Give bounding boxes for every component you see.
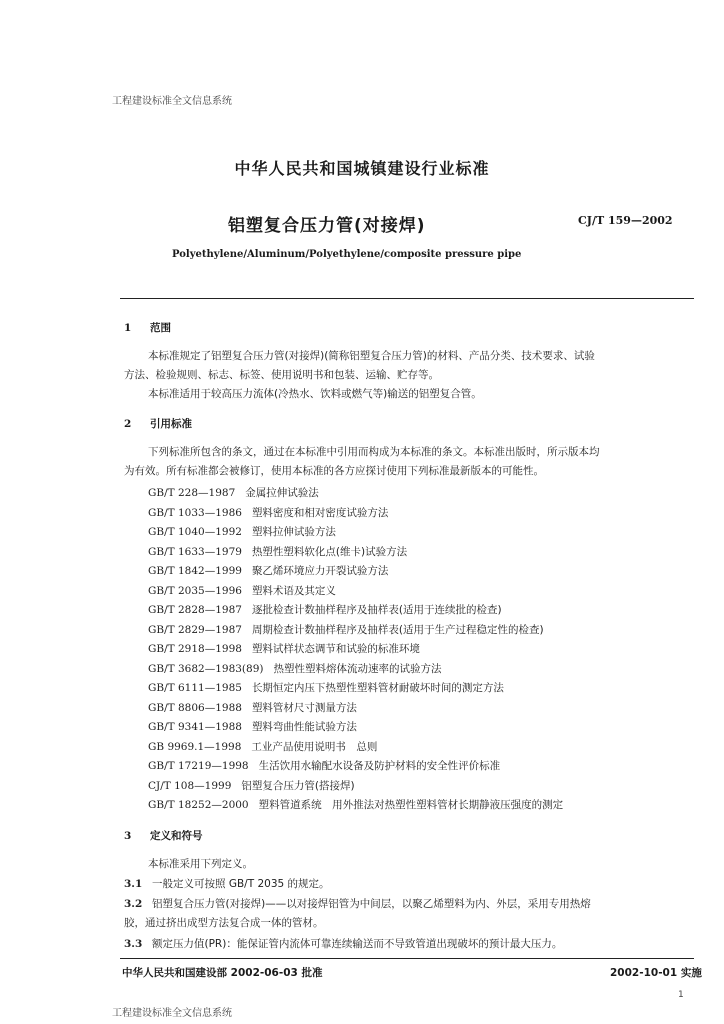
reference-title: 热塑性塑料熔体流动速率的试验方法 (273, 662, 442, 675)
reference-code: GB/T 18252—2000 (148, 799, 249, 811)
section-3-heading (124, 828, 203, 843)
reference-item (148, 544, 407, 559)
scope-paragraph-1-line-2: 方法、检验规则、标志、标签、使用说明书和包装、运输、贮存等。 (124, 369, 439, 381)
reference-code: GB/T 2828—1987 (148, 604, 242, 616)
reference-code: CJ/T 108—1999 (148, 779, 232, 792)
reference-code: GB/T 1842—1999 (148, 565, 242, 577)
reference-title: 聚乙烯环境应力开裂试验方法 (251, 565, 389, 577)
definition-text: 铝塑复合压力管(对接焊)——以对接焊铝管为中间层，以聚乙烯塑料为内、外层，采用专用热熔 (152, 898, 591, 910)
english-title: Polyethylene/Aluminum/Polyethylene/composite pressure pipe (172, 249, 522, 260)
reference-code: GB/T 9341—1988 (148, 721, 242, 733)
reference-item (148, 661, 441, 676)
reference-item (148, 778, 355, 793)
section-1-title: 范围 (150, 322, 171, 334)
reference-item (148, 739, 377, 754)
definition-number: 3.2 (124, 898, 143, 910)
reference-item (148, 797, 563, 812)
reference-item (148, 583, 336, 598)
reference-title: 铝塑复合压力管(搭接焊) (241, 779, 355, 792)
reference-item (148, 524, 336, 539)
reference-item (148, 758, 500, 773)
definition-item-3-3 (124, 936, 562, 951)
reference-item (148, 641, 420, 656)
reference-code: GB/T 6111—1985 (148, 682, 242, 694)
reference-title: 塑料试样状态调节和试验的标准环境 (251, 643, 420, 655)
reference-title: 热塑性塑料软化点(维卡)试验方法 (251, 545, 408, 558)
reference-code: GB/T 228—1987 (148, 487, 236, 499)
definition-item-3-1 (124, 876, 330, 891)
reference-title: 塑料弯曲性能试验方法 (251, 721, 357, 733)
scope-paragraph-2: 本标准适用于较高压力流体(冷热水、饮料或燃气等)输送的铝塑复合管。 (148, 388, 482, 400)
reference-code: GB/T 2918—1998 (148, 643, 242, 655)
reference-item (148, 563, 388, 578)
definition-text: 额定压力值(PR)：能保证管内流体可靠连续输送而不导致管道出现破坏的预计最大压力。 (152, 938, 563, 950)
reference-code: GB/T 2035—1996 (148, 584, 242, 597)
standard-title: 铝塑复合压力管(对接焊) (228, 216, 426, 236)
organization-title: 中华人民共和国城镇建设行业标准 (234, 159, 490, 178)
reference-title: 塑料密度和相对密度试验方法 (251, 506, 389, 519)
reference-code: GB/T 17219—1998 (148, 760, 249, 772)
section-3-title: 定义和符号 (150, 830, 203, 842)
reference-title: 工业产品使用说明书 总则 (251, 740, 378, 753)
reference-item (148, 719, 357, 734)
definition-text: 一般定义可按照 GB/T 2035 的规定。 (152, 878, 330, 890)
section-2-heading (124, 416, 192, 431)
reference-code: GB 9969.1—1998 (148, 740, 242, 753)
definition-3-2-continuation: 胶，通过挤出成型方法复合成一体的管材。 (124, 917, 324, 929)
reference-item (148, 485, 319, 500)
definition-number: 3.3 (124, 938, 143, 950)
normative-intro-line-1: 下列标准所包含的条文，通过在本标准中引用而构成为本标准的条文。本标准出版时，所示版本均 (148, 446, 600, 458)
reference-code: GB/T 1633—1979 (148, 545, 242, 558)
reference-item (148, 700, 357, 715)
section-2-number: 2 (124, 418, 132, 430)
reference-title: 逐批检查计数抽样程序及抽样表(适用于连续批的检查) (251, 604, 502, 616)
issuer-approval: 中华人民共和国建设部 2002-06-03 批准 (122, 967, 323, 979)
reference-title: 塑料术语及其定义 (251, 584, 336, 597)
reference-item (148, 622, 544, 637)
section-1-heading (124, 320, 171, 335)
implementation-date: 2002-10-01 实施 (610, 967, 702, 979)
footer-divider (120, 958, 694, 959)
reference-title: 周期检查计数抽样程序及抽样表(适用于生产过程稳定性的检查) (251, 623, 544, 636)
reference-code: GB/T 1033—1986 (148, 506, 242, 519)
scope-paragraph-1-line-1: 本标准规定了铝塑复合压力管(对接焊)(简称铝塑复合压力管)的材料、产品分类、技术要求、试验 (148, 350, 595, 362)
footer-source-label: 工程建设标准全文信息系统 (112, 1008, 232, 1019)
reference-code: GB/T 1040—1992 (148, 526, 242, 538)
definition-number: 3.1 (124, 878, 143, 890)
header-source-label: 工程建设标准全文信息系统 (112, 96, 232, 107)
section-1-number: 1 (124, 322, 132, 334)
header-divider (120, 298, 694, 299)
standard-code: CJ/T 159—2002 (578, 214, 673, 227)
reference-code: GB/T 3682—1983(89) (148, 662, 264, 675)
reference-code: GB/T 8806—1988 (148, 701, 242, 714)
reference-item (148, 602, 502, 617)
page-number: 1 (678, 990, 684, 1000)
reference-title: 长期恒定内压下热塑性塑料管材耐破坏时间的测定方法 (251, 682, 504, 694)
reference-title: 塑料管道系统 用外推法对热塑性塑料管材长期静液压强度的测定 (258, 799, 564, 811)
definitions-intro: 本标准采用下列定义。 (148, 858, 253, 870)
reference-title: 塑料管材尺寸测量方法 (251, 701, 357, 714)
reference-title: 生活饮用水输配水设备及防护材料的安全性评价标准 (258, 760, 501, 772)
reference-title: 金属拉伸试验法 (245, 487, 319, 499)
section-2-title: 引用标准 (150, 418, 192, 430)
section-3-number: 3 (124, 830, 132, 842)
definition-item-3-2 (124, 896, 591, 911)
reference-item (148, 680, 504, 695)
normative-intro-line-2: 为有效。所有标准都会被修订，使用本标准的各方应探讨使用下列标准最新版本的可能性。 (124, 465, 544, 477)
reference-item (148, 505, 388, 520)
reference-title: 塑料拉伸试验方法 (251, 526, 336, 538)
reference-code: GB/T 2829—1987 (148, 623, 242, 636)
